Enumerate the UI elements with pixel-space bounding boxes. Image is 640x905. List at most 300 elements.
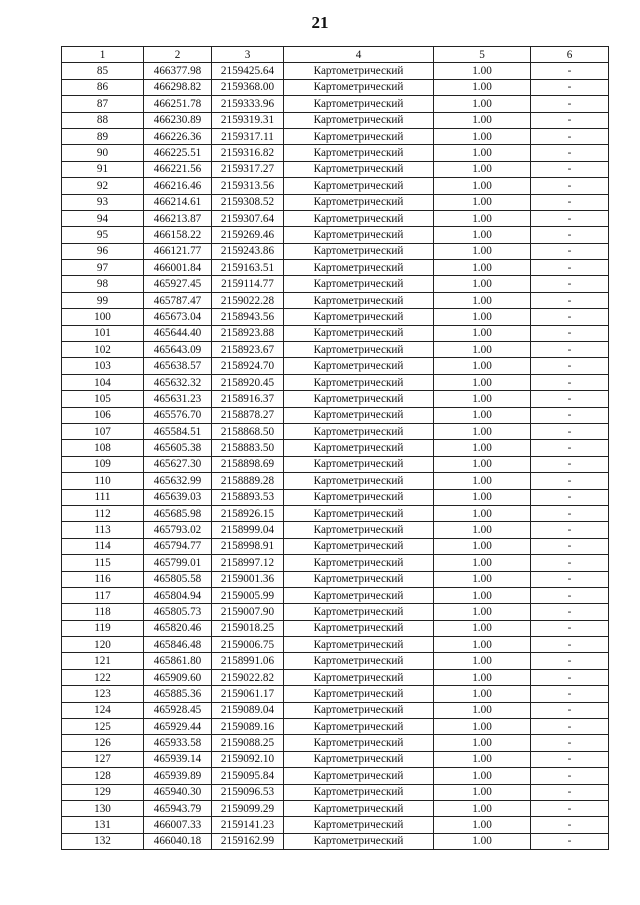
table-row — [62, 555, 609, 571]
point-number-cell: 110 — [62, 473, 144, 489]
accuracy-cell: 1.00 — [434, 440, 531, 456]
y-coordinate-cell: 2159099.29 — [212, 800, 284, 816]
note-cell: - — [531, 637, 609, 653]
y-coordinate-cell: 2159425.64 — [212, 63, 284, 79]
table-row — [62, 309, 609, 325]
point-number-cell: 113 — [62, 522, 144, 538]
column-header-2: 2 — [144, 47, 212, 63]
y-coordinate-cell: 2158924.70 — [212, 358, 284, 374]
point-number-cell: 121 — [62, 653, 144, 669]
note-cell: - — [531, 653, 609, 669]
table-row — [62, 719, 609, 735]
x-coordinate-cell: 465929.44 — [144, 719, 212, 735]
note-cell: - — [531, 456, 609, 472]
note-cell: - — [531, 440, 609, 456]
x-coordinate-cell: 466158.22 — [144, 227, 212, 243]
method-cell: Картометрический — [284, 276, 434, 292]
y-coordinate-cell: 2159089.16 — [212, 719, 284, 735]
x-coordinate-cell: 465794.77 — [144, 538, 212, 554]
point-number-cell: 87 — [62, 96, 144, 112]
method-cell: Картометрический — [284, 800, 434, 816]
accuracy-cell: 1.00 — [434, 194, 531, 210]
accuracy-cell: 1.00 — [434, 210, 531, 226]
note-cell: - — [531, 784, 609, 800]
note-cell: - — [531, 768, 609, 784]
table-row — [62, 833, 609, 849]
x-coordinate-cell: 465644.40 — [144, 325, 212, 341]
table-row — [62, 374, 609, 390]
point-number-cell: 85 — [62, 63, 144, 79]
method-cell: Картометрический — [284, 210, 434, 226]
method-cell: Картометрический — [284, 112, 434, 128]
y-coordinate-cell: 2159007.90 — [212, 604, 284, 620]
method-cell: Картометрический — [284, 620, 434, 636]
accuracy-cell: 1.00 — [434, 358, 531, 374]
table-row — [62, 342, 609, 358]
y-coordinate-cell: 2158999.04 — [212, 522, 284, 538]
table-row — [62, 571, 609, 587]
x-coordinate-cell: 465639.03 — [144, 489, 212, 505]
method-cell: Картометрический — [284, 751, 434, 767]
accuracy-cell: 1.00 — [434, 342, 531, 358]
table-row — [62, 194, 609, 210]
y-coordinate-cell: 2159269.46 — [212, 227, 284, 243]
point-number-cell: 95 — [62, 227, 144, 243]
note-cell: - — [531, 79, 609, 95]
method-cell: Картометрический — [284, 719, 434, 735]
note-cell: - — [531, 243, 609, 259]
x-coordinate-cell: 466221.56 — [144, 161, 212, 177]
method-cell: Картометрический — [284, 587, 434, 603]
table-row — [62, 473, 609, 489]
note-cell: - — [531, 620, 609, 636]
method-cell: Картометрический — [284, 292, 434, 308]
table-row — [62, 735, 609, 751]
x-coordinate-cell: 466251.78 — [144, 96, 212, 112]
note-cell: - — [531, 522, 609, 538]
table-row — [62, 358, 609, 374]
point-number-cell: 88 — [62, 112, 144, 128]
note-cell: - — [531, 604, 609, 620]
accuracy-cell: 1.00 — [434, 604, 531, 620]
x-coordinate-cell: 466213.87 — [144, 210, 212, 226]
point-number-cell: 128 — [62, 768, 144, 784]
y-coordinate-cell: 2159096.53 — [212, 784, 284, 800]
accuracy-cell: 1.00 — [434, 128, 531, 144]
column-header-1: 1 — [62, 47, 144, 63]
accuracy-cell: 1.00 — [434, 522, 531, 538]
table-row — [62, 653, 609, 669]
x-coordinate-cell: 465943.79 — [144, 800, 212, 816]
point-number-cell: 101 — [62, 325, 144, 341]
column-header-5: 5 — [434, 47, 531, 63]
table-row — [62, 63, 609, 79]
x-coordinate-cell: 465632.32 — [144, 374, 212, 390]
note-cell: - — [531, 702, 609, 718]
note-cell: - — [531, 538, 609, 554]
x-coordinate-cell: 466298.82 — [144, 79, 212, 95]
x-coordinate-cell: 465933.58 — [144, 735, 212, 751]
accuracy-cell: 1.00 — [434, 768, 531, 784]
method-cell: Картометрический — [284, 768, 434, 784]
x-coordinate-cell: 466216.46 — [144, 178, 212, 194]
x-coordinate-cell: 465805.73 — [144, 604, 212, 620]
point-number-cell: 92 — [62, 178, 144, 194]
accuracy-cell: 1.00 — [434, 751, 531, 767]
note-cell: - — [531, 817, 609, 833]
accuracy-cell: 1.00 — [434, 276, 531, 292]
table-row — [62, 800, 609, 816]
y-coordinate-cell: 2158898.69 — [212, 456, 284, 472]
method-cell: Картометрический — [284, 407, 434, 423]
point-number-cell: 115 — [62, 555, 144, 571]
x-coordinate-cell: 465928.45 — [144, 702, 212, 718]
table-row — [62, 686, 609, 702]
table-row — [62, 260, 609, 276]
x-coordinate-cell: 466225.51 — [144, 145, 212, 161]
note-cell: - — [531, 145, 609, 161]
point-number-cell: 109 — [62, 456, 144, 472]
note-cell: - — [531, 128, 609, 144]
point-number-cell: 99 — [62, 292, 144, 308]
y-coordinate-cell: 2158997.12 — [212, 555, 284, 571]
y-coordinate-cell: 2158920.45 — [212, 374, 284, 390]
accuracy-cell: 1.00 — [434, 112, 531, 128]
point-number-cell: 96 — [62, 243, 144, 259]
note-cell: - — [531, 751, 609, 767]
accuracy-cell: 1.00 — [434, 735, 531, 751]
point-number-cell: 131 — [62, 817, 144, 833]
table-row — [62, 292, 609, 308]
point-number-cell: 122 — [62, 669, 144, 685]
note-cell: - — [531, 227, 609, 243]
table-row — [62, 96, 609, 112]
accuracy-cell: 1.00 — [434, 325, 531, 341]
note-cell: - — [531, 161, 609, 177]
method-cell: Картометрический — [284, 637, 434, 653]
table-row — [62, 423, 609, 439]
column-header-6: 6 — [531, 47, 609, 63]
x-coordinate-cell: 465627.30 — [144, 456, 212, 472]
table-row — [62, 325, 609, 341]
point-number-cell: 98 — [62, 276, 144, 292]
x-coordinate-cell: 465940.30 — [144, 784, 212, 800]
method-cell: Картометрический — [284, 571, 434, 587]
accuracy-cell: 1.00 — [434, 63, 531, 79]
table-row — [62, 178, 609, 194]
y-coordinate-cell: 2158916.37 — [212, 391, 284, 407]
method-cell: Картометрический — [284, 686, 434, 702]
y-coordinate-cell: 2159243.86 — [212, 243, 284, 259]
note-cell: - — [531, 473, 609, 489]
accuracy-cell: 1.00 — [434, 260, 531, 276]
method-cell: Картометрический — [284, 522, 434, 538]
table-header — [62, 47, 609, 63]
accuracy-cell: 1.00 — [434, 178, 531, 194]
x-coordinate-cell: 465787.47 — [144, 292, 212, 308]
table-row — [62, 79, 609, 95]
note-cell: - — [531, 342, 609, 358]
accuracy-cell: 1.00 — [434, 833, 531, 849]
method-cell: Картометрический — [284, 555, 434, 571]
method-cell: Картометрический — [284, 128, 434, 144]
accuracy-cell: 1.00 — [434, 161, 531, 177]
table-row — [62, 768, 609, 784]
table-row — [62, 440, 609, 456]
accuracy-cell: 1.00 — [434, 669, 531, 685]
table-row — [62, 391, 609, 407]
y-coordinate-cell: 2158878.27 — [212, 407, 284, 423]
note-cell: - — [531, 735, 609, 751]
accuracy-cell: 1.00 — [434, 391, 531, 407]
method-cell: Картометрический — [284, 161, 434, 177]
accuracy-cell: 1.00 — [434, 473, 531, 489]
accuracy-cell: 1.00 — [434, 309, 531, 325]
y-coordinate-cell: 2158998.91 — [212, 538, 284, 554]
method-cell: Картометрический — [284, 145, 434, 161]
note-cell: - — [531, 587, 609, 603]
x-coordinate-cell: 466001.84 — [144, 260, 212, 276]
point-number-cell: 90 — [62, 145, 144, 161]
method-cell: Картометрический — [284, 702, 434, 718]
note-cell: - — [531, 96, 609, 112]
method-cell: Картометрический — [284, 833, 434, 849]
accuracy-cell: 1.00 — [434, 227, 531, 243]
point-number-cell: 108 — [62, 440, 144, 456]
x-coordinate-cell: 466121.77 — [144, 243, 212, 259]
x-coordinate-cell: 465885.36 — [144, 686, 212, 702]
accuracy-cell: 1.00 — [434, 719, 531, 735]
y-coordinate-cell: 2158943.56 — [212, 309, 284, 325]
y-coordinate-cell: 2159022.28 — [212, 292, 284, 308]
note-cell: - — [531, 423, 609, 439]
y-coordinate-cell: 2159022.82 — [212, 669, 284, 685]
point-number-cell: 86 — [62, 79, 144, 95]
method-cell: Картометрический — [284, 456, 434, 472]
y-coordinate-cell: 2159061.17 — [212, 686, 284, 702]
x-coordinate-cell: 465685.98 — [144, 505, 212, 521]
note-cell: - — [531, 407, 609, 423]
method-cell: Картометрический — [284, 243, 434, 259]
y-coordinate-cell: 2159095.84 — [212, 768, 284, 784]
y-coordinate-cell: 2159368.00 — [212, 79, 284, 95]
method-cell: Картометрический — [284, 505, 434, 521]
method-cell: Картометрический — [284, 325, 434, 341]
note-cell: - — [531, 178, 609, 194]
table-row — [62, 210, 609, 226]
method-cell: Картометрический — [284, 604, 434, 620]
table-row — [62, 538, 609, 554]
accuracy-cell: 1.00 — [434, 800, 531, 816]
x-coordinate-cell: 466040.18 — [144, 833, 212, 849]
point-number-cell: 89 — [62, 128, 144, 144]
y-coordinate-cell: 2159333.96 — [212, 96, 284, 112]
accuracy-cell: 1.00 — [434, 817, 531, 833]
table-row — [62, 145, 609, 161]
x-coordinate-cell: 466377.98 — [144, 63, 212, 79]
note-cell: - — [531, 555, 609, 571]
point-number-cell: 93 — [62, 194, 144, 210]
x-coordinate-cell: 465939.89 — [144, 768, 212, 784]
point-number-cell: 123 — [62, 686, 144, 702]
x-coordinate-cell: 465631.23 — [144, 391, 212, 407]
point-number-cell: 125 — [62, 719, 144, 735]
accuracy-cell: 1.00 — [434, 374, 531, 390]
x-coordinate-cell: 466214.61 — [144, 194, 212, 210]
y-coordinate-cell: 2158893.53 — [212, 489, 284, 505]
note-cell: - — [531, 325, 609, 341]
note-cell: - — [531, 292, 609, 308]
y-coordinate-cell: 2159317.27 — [212, 161, 284, 177]
method-cell: Картометрический — [284, 653, 434, 669]
y-coordinate-cell: 2159088.25 — [212, 735, 284, 751]
accuracy-cell: 1.00 — [434, 145, 531, 161]
x-coordinate-cell: 465643.09 — [144, 342, 212, 358]
point-number-cell: 119 — [62, 620, 144, 636]
accuracy-cell: 1.00 — [434, 96, 531, 112]
y-coordinate-cell: 2159313.56 — [212, 178, 284, 194]
y-coordinate-cell: 2159114.77 — [212, 276, 284, 292]
accuracy-cell: 1.00 — [434, 423, 531, 439]
table-row — [62, 227, 609, 243]
note-cell: - — [531, 112, 609, 128]
table-row — [62, 587, 609, 603]
method-cell: Картометрический — [284, 227, 434, 243]
x-coordinate-cell: 465673.04 — [144, 309, 212, 325]
table-row — [62, 751, 609, 767]
accuracy-cell: 1.00 — [434, 505, 531, 521]
note-cell: - — [531, 194, 609, 210]
x-coordinate-cell: 465632.99 — [144, 473, 212, 489]
table-row — [62, 817, 609, 833]
y-coordinate-cell: 2158926.15 — [212, 505, 284, 521]
point-number-cell: 111 — [62, 489, 144, 505]
y-coordinate-cell: 2158923.67 — [212, 342, 284, 358]
accuracy-cell: 1.00 — [434, 571, 531, 587]
y-coordinate-cell: 2159307.64 — [212, 210, 284, 226]
point-number-cell: 91 — [62, 161, 144, 177]
x-coordinate-cell: 465909.60 — [144, 669, 212, 685]
table-row — [62, 456, 609, 472]
header-row — [62, 47, 609, 63]
table-row — [62, 276, 609, 292]
accuracy-cell: 1.00 — [434, 555, 531, 571]
x-coordinate-cell: 465576.70 — [144, 407, 212, 423]
note-cell: - — [531, 669, 609, 685]
table-row — [62, 161, 609, 177]
x-coordinate-cell: 466007.33 — [144, 817, 212, 833]
y-coordinate-cell: 2159308.52 — [212, 194, 284, 210]
accuracy-cell: 1.00 — [434, 637, 531, 653]
point-number-cell: 103 — [62, 358, 144, 374]
point-number-cell: 129 — [62, 784, 144, 800]
x-coordinate-cell: 465799.01 — [144, 555, 212, 571]
method-cell: Картометрический — [284, 735, 434, 751]
note-cell: - — [531, 719, 609, 735]
note-cell: - — [531, 686, 609, 702]
point-number-cell: 104 — [62, 374, 144, 390]
note-cell: - — [531, 276, 609, 292]
point-number-cell: 124 — [62, 702, 144, 718]
table-row — [62, 407, 609, 423]
note-cell: - — [531, 571, 609, 587]
x-coordinate-cell: 466226.36 — [144, 128, 212, 144]
point-number-cell: 117 — [62, 587, 144, 603]
column-header-3: 3 — [212, 47, 284, 63]
method-cell: Картометрический — [284, 178, 434, 194]
y-coordinate-cell: 2159162.99 — [212, 833, 284, 849]
y-coordinate-cell: 2159141.23 — [212, 817, 284, 833]
point-number-cell: 132 — [62, 833, 144, 849]
x-coordinate-cell: 465605.38 — [144, 440, 212, 456]
point-number-cell: 97 — [62, 260, 144, 276]
table-row — [62, 620, 609, 636]
x-coordinate-cell: 465793.02 — [144, 522, 212, 538]
method-cell: Картометрический — [284, 342, 434, 358]
point-number-cell: 130 — [62, 800, 144, 816]
accuracy-cell: 1.00 — [434, 702, 531, 718]
y-coordinate-cell: 2159001.36 — [212, 571, 284, 587]
point-number-cell: 102 — [62, 342, 144, 358]
note-cell: - — [531, 260, 609, 276]
method-cell: Картометрический — [284, 423, 434, 439]
point-number-cell: 126 — [62, 735, 144, 751]
point-number-cell: 120 — [62, 637, 144, 653]
accuracy-cell: 1.00 — [434, 784, 531, 800]
x-coordinate-cell: 465939.14 — [144, 751, 212, 767]
method-cell: Картометрический — [284, 358, 434, 374]
table-row — [62, 243, 609, 259]
x-coordinate-cell: 465804.94 — [144, 587, 212, 603]
point-number-cell: 114 — [62, 538, 144, 554]
table-row — [62, 522, 609, 538]
table-row — [62, 604, 609, 620]
x-coordinate-cell: 465846.48 — [144, 637, 212, 653]
y-coordinate-cell: 2158991.06 — [212, 653, 284, 669]
note-cell: - — [531, 358, 609, 374]
table-row — [62, 505, 609, 521]
accuracy-cell: 1.00 — [434, 407, 531, 423]
accuracy-cell: 1.00 — [434, 653, 531, 669]
column-header-4: 4 — [284, 47, 434, 63]
x-coordinate-cell: 466230.89 — [144, 112, 212, 128]
note-cell: - — [531, 489, 609, 505]
point-number-cell: 127 — [62, 751, 144, 767]
note-cell: - — [531, 309, 609, 325]
accuracy-cell: 1.00 — [434, 538, 531, 554]
y-coordinate-cell: 2159319.31 — [212, 112, 284, 128]
method-cell: Картометрический — [284, 817, 434, 833]
accuracy-cell: 1.00 — [434, 243, 531, 259]
y-coordinate-cell: 2159006.75 — [212, 637, 284, 653]
point-number-cell: 116 — [62, 571, 144, 587]
note-cell: - — [531, 63, 609, 79]
y-coordinate-cell: 2159316.82 — [212, 145, 284, 161]
table-row — [62, 669, 609, 685]
x-coordinate-cell: 465638.57 — [144, 358, 212, 374]
x-coordinate-cell: 465584.51 — [144, 423, 212, 439]
point-number-cell: 94 — [62, 210, 144, 226]
y-coordinate-cell: 2159005.99 — [212, 587, 284, 603]
table-row — [62, 784, 609, 800]
point-number-cell: 100 — [62, 309, 144, 325]
note-cell: - — [531, 391, 609, 407]
y-coordinate-cell: 2158883.50 — [212, 440, 284, 456]
y-coordinate-cell: 2158889.28 — [212, 473, 284, 489]
accuracy-cell: 1.00 — [434, 456, 531, 472]
accuracy-cell: 1.00 — [434, 620, 531, 636]
table-row — [62, 489, 609, 505]
